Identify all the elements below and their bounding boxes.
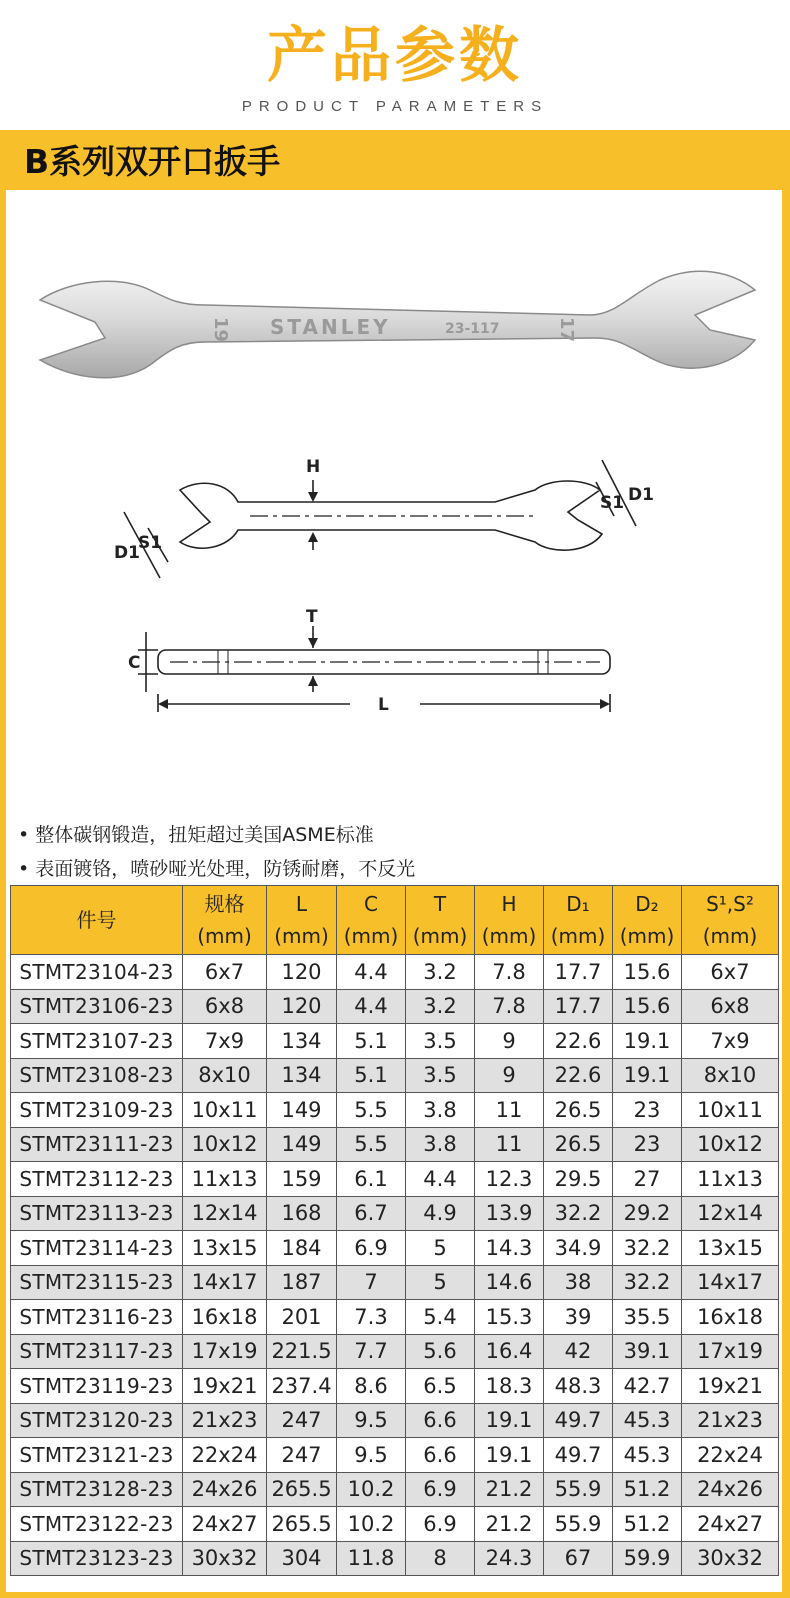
table-cell: 237.4 [267, 1369, 337, 1404]
table-cell: 51.2 [613, 1472, 682, 1507]
table-cell: 304 [267, 1541, 337, 1576]
part-number-cell: STMT23104-23 [11, 955, 183, 990]
table-cell: 21.2 [475, 1507, 544, 1542]
table-header-row [11, 886, 779, 955]
table-cell: 6.6 [406, 1438, 475, 1473]
table-cell: 17.7 [544, 955, 613, 990]
table-cell: 24x27 [682, 1507, 779, 1542]
table-cell: 6.9 [406, 1472, 475, 1507]
technical-drawing [110, 450, 670, 730]
wrench-brand-text: STANLEY [270, 315, 391, 339]
table-cell: 11 [475, 1127, 544, 1162]
table-cell: 30x32 [183, 1541, 267, 1576]
table-cell: 9.5 [337, 1438, 406, 1473]
header-label: 件号 [76, 908, 117, 932]
table-row [11, 1403, 779, 1438]
table-cell: 8 [406, 1541, 475, 1576]
table-cell: 3.5 [406, 1058, 475, 1093]
table-cell: 12x14 [183, 1196, 267, 1231]
table-cell: 19.1 [613, 1024, 682, 1059]
table-cell: 19x21 [682, 1369, 779, 1404]
spec-table [10, 885, 779, 1576]
header-unit: (mm) [343, 924, 399, 948]
table-cell: 21x23 [183, 1403, 267, 1438]
page-title: 产品参数 [267, 21, 523, 91]
table-cell: 49.7 [544, 1438, 613, 1473]
table-cell: 39 [544, 1300, 613, 1335]
table-header-cell [406, 886, 475, 955]
header-label: T [433, 892, 447, 916]
part-number-cell: STMT23123-23 [11, 1541, 183, 1576]
table-cell: 11 [475, 1093, 544, 1128]
table-cell: 34.9 [544, 1231, 613, 1266]
table-cell: 6.6 [406, 1403, 475, 1438]
wrench-size-left: 19 [210, 317, 231, 343]
table-cell: 30x32 [682, 1541, 779, 1576]
table-cell: 3.2 [406, 989, 475, 1024]
table-cell: 14.3 [475, 1231, 544, 1266]
label-d1-right: D1 [628, 485, 654, 505]
label-c: C [128, 653, 141, 673]
label-s1-left: S1 [138, 533, 163, 553]
table-cell: 22x24 [183, 1438, 267, 1473]
header-label: S¹,S² [706, 892, 754, 916]
table-cell: 16x18 [682, 1300, 779, 1335]
table-row [11, 1541, 779, 1576]
table-row [11, 1265, 779, 1300]
table-cell: 18.3 [475, 1369, 544, 1404]
feature-list [18, 818, 415, 886]
feature-item: • 表面镀铬，喷砂哑光处理，防锈耐磨，不反光 [18, 858, 416, 880]
part-number-cell: STMT23128-23 [11, 1472, 183, 1507]
header-unit: (mm) [274, 924, 329, 948]
table-cell: 16x18 [183, 1300, 267, 1335]
part-number-cell: STMT23109-23 [11, 1093, 183, 1128]
table-cell: 265.5 [267, 1472, 337, 1507]
table-cell: 13x15 [183, 1231, 267, 1266]
table-cell: 11x13 [682, 1162, 779, 1197]
table-cell: 6x8 [183, 989, 267, 1024]
table-cell: 134 [267, 1058, 337, 1093]
part-number-cell: STMT23121-23 [11, 1438, 183, 1473]
table-cell: 247 [267, 1438, 337, 1473]
table-cell: 7.8 [475, 955, 544, 990]
table-cell: 24x27 [183, 1507, 267, 1542]
table-cell: 55.9 [544, 1507, 613, 1542]
table-cell: 59.9 [613, 1541, 682, 1576]
table-cell: 49.7 [544, 1403, 613, 1438]
wrench-size-right: 17 [556, 317, 577, 343]
table-cell: 187 [267, 1265, 337, 1300]
table-cell: 55.9 [544, 1472, 613, 1507]
table-row [11, 955, 779, 990]
table-row [11, 1438, 779, 1473]
header-label: D₁ [566, 892, 590, 916]
page-subtitle: PRODUCT PARAMETERS [241, 98, 549, 115]
table-cell: 8.6 [337, 1369, 406, 1404]
part-number-cell: STMT23112-23 [11, 1162, 183, 1197]
table-header-cell [475, 886, 544, 955]
table-cell: 45.3 [613, 1403, 682, 1438]
part-number-cell: STMT23106-23 [11, 989, 183, 1024]
table-cell: 159 [267, 1162, 337, 1197]
table-row [11, 1093, 779, 1128]
table-cell: 51.2 [613, 1507, 682, 1542]
part-number-cell: STMT23114-23 [11, 1231, 183, 1266]
table-header-cell [267, 886, 337, 955]
table-cell: 6x7 [183, 955, 267, 990]
header-label: C [364, 892, 378, 916]
table-cell: 67 [544, 1541, 613, 1576]
table-cell: 19x21 [183, 1369, 267, 1404]
series-title: B系列双开口扳手 [24, 142, 281, 181]
label-d1-left: D1 [114, 543, 140, 563]
table-cell: 6.9 [406, 1507, 475, 1542]
table-cell: 168 [267, 1196, 337, 1231]
table-cell: 10x11 [682, 1093, 779, 1128]
table-header-cell [613, 886, 682, 955]
feature-item: • 整体碳钢锻造，扭矩超过美国ASME标准 [18, 824, 374, 846]
table-cell: 9 [475, 1024, 544, 1059]
table-cell: 14x17 [183, 1265, 267, 1300]
table-cell: 32.2 [613, 1265, 682, 1300]
table-cell: 12.3 [475, 1162, 544, 1197]
table-cell: 5.4 [406, 1300, 475, 1335]
table-row [11, 1162, 779, 1197]
table-cell: 29.5 [544, 1162, 613, 1197]
table-cell: 3.2 [406, 955, 475, 990]
header-label: H [501, 892, 517, 916]
table-cell: 13.9 [475, 1196, 544, 1231]
table-cell: 32.2 [613, 1231, 682, 1266]
table-cell: 5.1 [337, 1058, 406, 1093]
table-cell: 48.3 [544, 1369, 613, 1404]
label-h: H [306, 457, 321, 477]
table-cell: 27 [613, 1162, 682, 1197]
table-cell: 11x13 [183, 1162, 267, 1197]
table-cell: 10x12 [682, 1127, 779, 1162]
table-cell: 19.1 [475, 1438, 544, 1473]
table-cell: 35.5 [613, 1300, 682, 1335]
table-cell: 6.5 [406, 1369, 475, 1404]
table-cell: 3.8 [406, 1093, 475, 1128]
table-cell: 134 [267, 1024, 337, 1059]
table-cell: 6.9 [337, 1231, 406, 1266]
part-number-cell: STMT23122-23 [11, 1507, 183, 1542]
header-unit: (mm) [550, 924, 606, 948]
table-cell: 7.3 [337, 1300, 406, 1335]
table-cell: 16.4 [475, 1334, 544, 1369]
part-number-cell: STMT23111-23 [11, 1127, 183, 1162]
table-cell: 7.8 [475, 989, 544, 1024]
table-cell: 8x10 [682, 1058, 779, 1093]
table-cell: 22.6 [544, 1024, 613, 1059]
table-cell: 5 [406, 1231, 475, 1266]
table-cell: 7x9 [183, 1024, 267, 1059]
table-cell: 5.6 [406, 1334, 475, 1369]
table-cell: 13x15 [682, 1231, 779, 1266]
table-cell: 17x19 [183, 1334, 267, 1369]
table-cell: 5.5 [337, 1127, 406, 1162]
table-header-cell [544, 886, 613, 955]
label-t: T [306, 607, 318, 627]
table-header-cell [682, 886, 779, 955]
table-cell: 10.2 [337, 1472, 406, 1507]
table-cell: 29.2 [613, 1196, 682, 1231]
part-number-cell: STMT23120-23 [11, 1403, 183, 1438]
part-number-cell: STMT23115-23 [11, 1265, 183, 1300]
table-cell: 265.5 [267, 1507, 337, 1542]
table-header-cell [11, 886, 183, 955]
wrench-photo [30, 260, 770, 400]
table-row [11, 1024, 779, 1059]
part-number-cell: STMT23107-23 [11, 1024, 183, 1059]
table-row [11, 1058, 779, 1093]
table-cell: 12x14 [682, 1196, 779, 1231]
table-cell: 42.7 [613, 1369, 682, 1404]
table-cell: 19.1 [475, 1403, 544, 1438]
header-unit: (mm) [702, 924, 758, 948]
table-cell: 21x23 [682, 1403, 779, 1438]
table-cell: 10x11 [183, 1093, 267, 1128]
table-cell: 39.1 [613, 1334, 682, 1369]
header-unit: (mm) [481, 924, 537, 948]
table-row [11, 1127, 779, 1162]
table-cell: 221.5 [267, 1334, 337, 1369]
table-row [11, 1507, 779, 1542]
table-cell: 14x17 [682, 1265, 779, 1300]
header-unit: (mm) [197, 924, 252, 948]
part-number-cell: STMT23113-23 [11, 1196, 183, 1231]
table-cell: 7 [337, 1265, 406, 1300]
part-number-cell: STMT23108-23 [11, 1058, 183, 1093]
table-cell: 24.3 [475, 1541, 544, 1576]
table-cell: 23 [613, 1093, 682, 1128]
header-unit: (mm) [619, 924, 675, 948]
table-cell: 4.4 [337, 989, 406, 1024]
table-cell: 7.7 [337, 1334, 406, 1369]
wrench-model-text: 23-117 [445, 321, 500, 337]
table-cell: 5 [406, 1265, 475, 1300]
table-row [11, 989, 779, 1024]
table-cell: 201 [267, 1300, 337, 1335]
table-cell: 10.2 [337, 1507, 406, 1542]
label-s1-right: S1 [600, 493, 625, 513]
table-row [11, 1231, 779, 1266]
table-cell: 11.8 [337, 1541, 406, 1576]
table-cell: 42 [544, 1334, 613, 1369]
table-cell: 19.1 [613, 1058, 682, 1093]
table-body [11, 955, 779, 1576]
table-row [11, 1196, 779, 1231]
table-cell: 21.2 [475, 1472, 544, 1507]
header-unit: (mm) [412, 924, 468, 948]
table-cell: 3.5 [406, 1024, 475, 1059]
table-cell: 22.6 [544, 1058, 613, 1093]
table-cell: 17x19 [682, 1334, 779, 1369]
table-row [11, 1334, 779, 1369]
header-label: D₂ [635, 892, 659, 916]
table-cell: 15.3 [475, 1300, 544, 1335]
table-cell: 32.2 [544, 1196, 613, 1231]
table-cell: 22x24 [682, 1438, 779, 1473]
table-cell: 8x10 [183, 1058, 267, 1093]
part-number-cell: STMT23119-23 [11, 1369, 183, 1404]
table-cell: 184 [267, 1231, 337, 1266]
table-cell: 6x7 [682, 955, 779, 990]
table-cell: 149 [267, 1127, 337, 1162]
table-cell: 14.6 [475, 1265, 544, 1300]
table-cell: 6x8 [682, 989, 779, 1024]
table-cell: 5.5 [337, 1093, 406, 1128]
table-cell: 45.3 [613, 1438, 682, 1473]
table-cell: 5.1 [337, 1024, 406, 1059]
table-cell: 24x26 [682, 1472, 779, 1507]
table-cell: 23 [613, 1127, 682, 1162]
table-header-cell [183, 886, 267, 955]
table-cell: 9.5 [337, 1403, 406, 1438]
table-cell: 6.1 [337, 1162, 406, 1197]
table-cell: 24x26 [183, 1472, 267, 1507]
table-cell: 26.5 [544, 1093, 613, 1128]
table-cell: 9 [475, 1058, 544, 1093]
table-cell: 7x9 [682, 1024, 779, 1059]
table-row [11, 1300, 779, 1335]
table-cell: 4.4 [337, 955, 406, 990]
part-number-cell: STMT23116-23 [11, 1300, 183, 1335]
table-cell: 17.7 [544, 989, 613, 1024]
table-cell: 6.7 [337, 1196, 406, 1231]
part-number-cell: STMT23117-23 [11, 1334, 183, 1369]
table-cell: 247 [267, 1403, 337, 1438]
table-row [11, 1369, 779, 1404]
table-cell: 120 [267, 989, 337, 1024]
table-cell: 149 [267, 1093, 337, 1128]
header-label: L [295, 892, 308, 916]
table-cell: 4.4 [406, 1162, 475, 1197]
table-cell: 3.8 [406, 1127, 475, 1162]
header-label: 规格 [204, 892, 245, 916]
table-header-cell [337, 886, 406, 955]
table-cell: 10x12 [183, 1127, 267, 1162]
table-row [11, 1472, 779, 1507]
table-cell: 26.5 [544, 1127, 613, 1162]
table-cell: 120 [267, 955, 337, 990]
table-cell: 15.6 [613, 989, 682, 1024]
label-l: L [378, 695, 389, 715]
table-cell: 38 [544, 1265, 613, 1300]
table-cell: 15.6 [613, 955, 682, 990]
table-cell: 4.9 [406, 1196, 475, 1231]
